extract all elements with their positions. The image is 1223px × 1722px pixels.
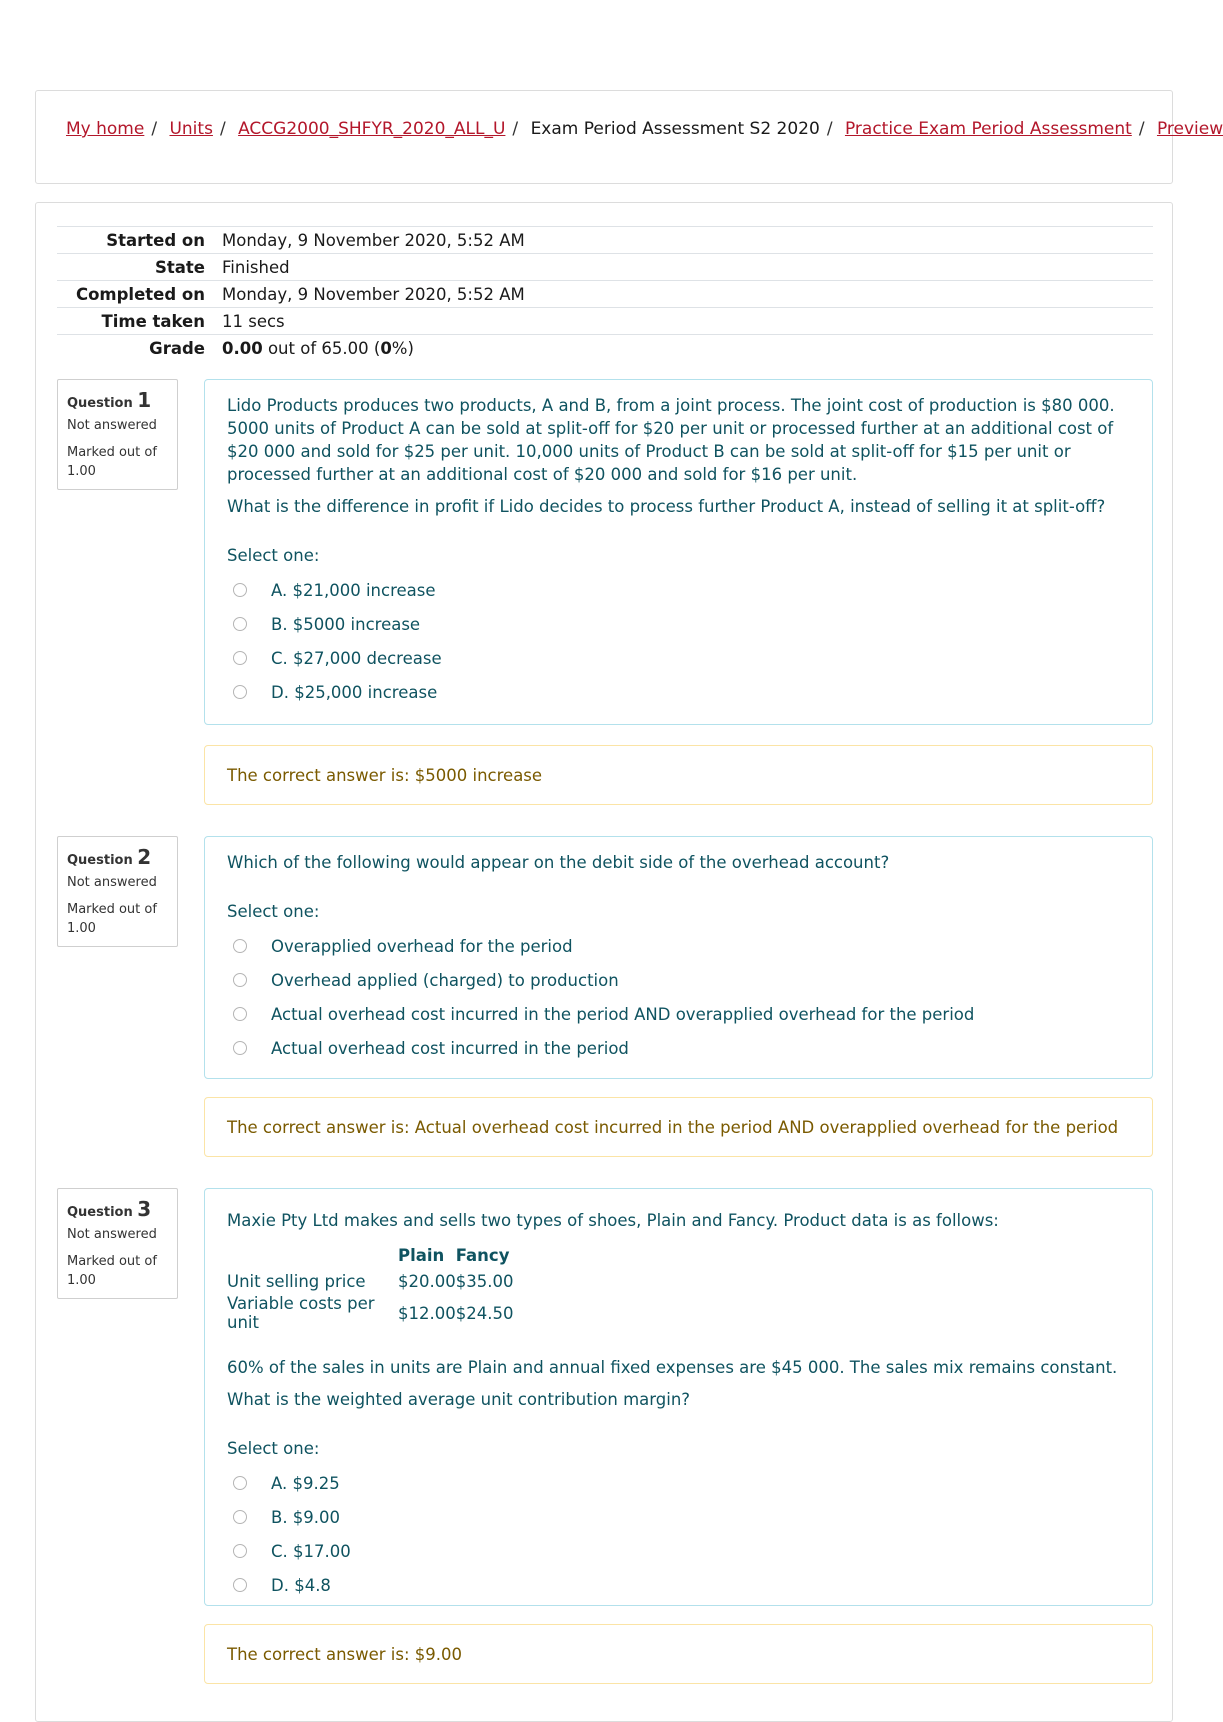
answer-option[interactable] <box>227 641 1130 675</box>
select-one-prompt: Select one: <box>227 1439 320 1458</box>
question-state: Not answered <box>67 875 157 890</box>
answer-option[interactable] <box>227 1568 1130 1602</box>
answer-option[interactable] <box>227 963 1130 997</box>
question-number <box>67 388 168 412</box>
correct-answer-text: The correct answer is: $9.00 <box>227 1644 463 1664</box>
breadcrumb-separator: / <box>1138 119 1145 139</box>
feedback-box-1 <box>204 745 1153 805</box>
table-cell: $35.00 <box>455 1271 514 1291</box>
breadcrumb-exam-period: Exam Period Assessment S2 2020 <box>530 119 820 139</box>
breadcrumb <box>66 119 1223 139</box>
table-header-row <box>227 1242 513 1268</box>
table-header-cell <box>227 1242 398 1268</box>
attempt-summary-table <box>57 226 1153 362</box>
summary-label: State <box>155 257 205 277</box>
table-cell: Unit selling price <box>227 1271 366 1291</box>
radio-button[interactable] <box>233 939 247 953</box>
radio-button[interactable] <box>233 1578 247 1592</box>
breadcrumb-separator: / <box>151 119 158 139</box>
select-one-prompt: Select one: <box>227 546 320 565</box>
table-header-cell: Fancy <box>455 1245 510 1265</box>
radio-button[interactable] <box>233 1544 247 1558</box>
table-header-cell: Plain <box>398 1245 445 1265</box>
answer-option[interactable] <box>227 675 1130 709</box>
radio-button[interactable] <box>233 583 247 597</box>
table-cell: $20.00 <box>398 1271 456 1291</box>
radio-button[interactable] <box>233 685 247 699</box>
question-box-3 <box>204 1188 1153 1606</box>
answer-label: A. $21,000 increase <box>271 580 436 600</box>
table-row <box>227 1294 513 1332</box>
answer-options <box>227 1466 1130 1602</box>
summary-row-state <box>57 254 1153 281</box>
question-marks: Marked out of 1.00 <box>67 902 157 936</box>
question-info-1 <box>57 379 178 490</box>
question-text: 60% of the sales in units are Plain and annual fixed expenses are $45 000. The sales mix remains constant. <box>227 1358 1118 1377</box>
breadcrumb-unit-code[interactable]: ACCG2000_SHFYR_2020_ALL_U <box>238 119 506 139</box>
summary-value: Monday, 9 November 2020, 5:52 AM <box>222 284 525 304</box>
question-num: 3 <box>137 1197 152 1221</box>
question-text: Lido Products produces two products, A and B, from a joint process. The joint cost of production is $80 000. 5000 units of Product A can be sold at split-off for $20 per unit or processed further at an additional cost of $20 000 and sold for $25 per unit. 10,000 units of Product B can be sold at split-off for $15 per unit or processed further at an additional cost of $20 000 and sold for $16 per unit. <box>227 396 1115 484</box>
summary-row-grade <box>57 335 1153 362</box>
question-box-2 <box>204 836 1153 1079</box>
feedback-box-2 <box>204 1097 1153 1157</box>
answer-label: C. $27,000 decrease <box>271 648 442 668</box>
answer-option[interactable] <box>227 1466 1130 1500</box>
table-cell: Variable costs per unit <box>227 1294 375 1332</box>
summary-value: Finished <box>222 257 290 277</box>
question-state: Not answered <box>67 418 157 433</box>
question-number <box>67 845 168 869</box>
breadcrumb-units[interactable]: Units <box>169 119 213 139</box>
question-info-3 <box>57 1188 178 1299</box>
answer-label: D. $25,000 increase <box>271 682 438 702</box>
answer-label: Overhead applied (charged) to production <box>271 970 619 990</box>
question-text: What is the weighted average unit contribution margin? <box>227 1390 691 1409</box>
answer-option[interactable] <box>227 573 1130 607</box>
breadcrumb-card <box>35 90 1223 184</box>
question-text: Which of the following would appear on the debit side of the overhead account? <box>227 853 890 872</box>
radio-button[interactable] <box>233 651 247 665</box>
answer-label: Overapplied overhead for the period <box>271 936 573 956</box>
answer-option[interactable] <box>227 1500 1130 1534</box>
grade-text: %) <box>391 339 414 358</box>
grade-score: 0.00 <box>222 339 263 358</box>
answer-option[interactable] <box>227 1534 1130 1568</box>
correct-answer-text: The correct answer is: $5000 increase <box>227 765 543 785</box>
answer-options <box>227 573 1130 709</box>
answer-label: B. $5000 increase <box>271 614 421 634</box>
question-number <box>67 1197 168 1221</box>
radio-button[interactable] <box>233 1510 247 1524</box>
answer-option[interactable] <box>227 1031 1130 1065</box>
answer-label: D. $4.8 <box>271 1575 331 1595</box>
breadcrumb-separator: / <box>219 119 226 139</box>
question-num: 2 <box>137 845 152 869</box>
radio-button[interactable] <box>233 1476 247 1490</box>
question-state: Not answered <box>67 1227 157 1242</box>
summary-label: Time taken <box>101 311 205 331</box>
answer-label: Actual overhead cost incurred in the period <box>271 1038 629 1058</box>
question-num: 1 <box>137 388 152 412</box>
question-marks: Marked out of 1.00 <box>67 1254 157 1288</box>
breadcrumb-my-home[interactable]: My home <box>66 119 145 139</box>
breadcrumb-separator: / <box>512 119 519 139</box>
radio-button[interactable] <box>233 1041 247 1055</box>
answer-label: B. $9.00 <box>271 1507 341 1527</box>
answer-options <box>227 929 1130 1065</box>
answer-option[interactable] <box>227 929 1130 963</box>
question-label: Question <box>67 853 133 868</box>
summary-row-completed <box>57 281 1153 308</box>
summary-value: Monday, 9 November 2020, 5:52 AM <box>222 230 525 250</box>
product-data-table <box>227 1242 513 1332</box>
radio-button[interactable] <box>233 1007 247 1021</box>
question-text: Maxie Pty Ltd makes and sells two types of shoes, Plain and Fancy. Product data is as follows: <box>227 1211 999 1230</box>
feedback-box-3 <box>204 1624 1153 1684</box>
question-box-1 <box>204 379 1153 725</box>
summary-label: Started on <box>106 230 205 250</box>
summary-row-time <box>57 308 1153 335</box>
answer-label: A. $9.25 <box>271 1473 340 1493</box>
question-marks: Marked out of 1.00 <box>67 445 157 479</box>
grade-text: out of 65.00 ( <box>262 339 381 358</box>
answer-option[interactable] <box>227 607 1130 641</box>
radio-button[interactable] <box>233 973 247 987</box>
question-text: What is the difference in profit if Lido decides to process further Product A, instead of selling it at split-off? <box>227 497 1106 516</box>
summary-row-started <box>57 227 1153 254</box>
grade-percent: 0 <box>380 339 392 358</box>
summary-value: 11 secs <box>222 311 285 331</box>
table-cell: $24.50 <box>455 1303 514 1323</box>
breadcrumb-separator: / <box>826 119 833 139</box>
correct-answer-text: The correct answer is: Actual overhead cost incurred in the period AND overapplied overhead for the period <box>227 1117 1119 1137</box>
breadcrumb-preview[interactable]: Preview <box>1156 119 1223 139</box>
breadcrumb-practice-exam[interactable]: Practice Exam Period Assessment <box>844 119 1132 139</box>
answer-option[interactable] <box>227 997 1130 1031</box>
select-one-prompt: Select one: <box>227 902 320 921</box>
table-row <box>227 1268 513 1294</box>
radio-button[interactable] <box>233 617 247 631</box>
summary-label: Completed on <box>75 284 205 304</box>
question-info-2 <box>57 836 178 947</box>
question-label: Question <box>67 1205 133 1220</box>
summary-value <box>222 339 414 358</box>
question-label: Question <box>67 396 133 411</box>
table-cell: $12.00 <box>398 1303 456 1323</box>
answer-label: C. $17.00 <box>271 1541 351 1561</box>
answer-label: Actual overhead cost incurred in the period AND overapplied overhead for the period <box>271 1004 975 1024</box>
summary-label: Grade <box>149 339 205 358</box>
